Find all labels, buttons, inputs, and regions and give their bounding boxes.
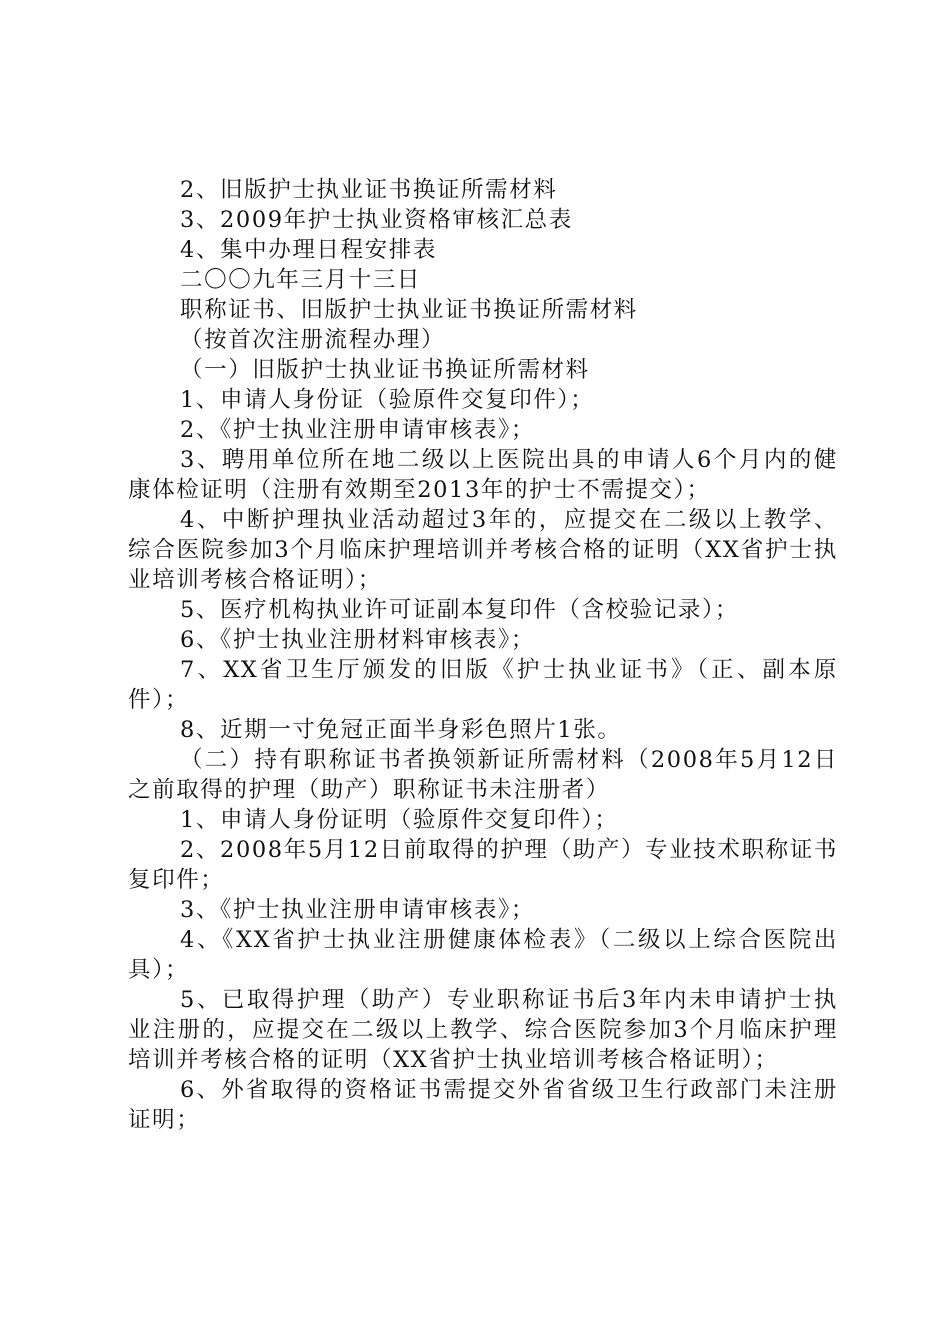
list-item: 5、医疗机构执业许可证副本复印件（含校验记录）； (180, 597, 739, 623)
document-body (128, 175, 838, 1135)
list-item: 2、《护士执业注册申请审核表》； (180, 417, 535, 443)
list-item: 6、外省取得的资格证书需提交外省省级卫生行政部门未注册证明； (128, 1077, 838, 1133)
list-item: 2、2008年5月12日前取得的护理（助产）专业技术职称证书复印件； (128, 837, 838, 893)
list-item: 4、《XX省护士执业注册健康体检表》（二级以上综合医院出具）； (128, 927, 838, 983)
list-item: 3、《护士执业注册申请审核表》； (180, 897, 535, 923)
attachment-item-4: 4、集中办理日程安排表 (180, 237, 437, 263)
list-item: 1、申请人身份证明（验原件交复印件）； (180, 807, 619, 833)
list-item: 5、已取得护理（助产）专业职称证书后3年内未申请护士执业注册的，应提交在二级以上教学、综合医院参加3个月临床护理培训并考核合格的证明（XX省护士执业培训考核合格证明）； (128, 987, 838, 1073)
subsection-heading-1: （一）旧版护士执业证书换证所需材料 (180, 357, 590, 383)
document-date: 二〇〇九年三月十三日 (180, 267, 422, 293)
list-item: 8、近期一寸免冠正面半身彩色照片1张。 (180, 717, 622, 743)
subsection-heading-2: （二）持有职称证书者换领新证所需材料（2008年5月12日之前取得的护理（助产）职称证书未注册者） (128, 747, 838, 803)
list-item: 4、中断护理执业活动超过3年的，应提交在二级以上教学、综合医院参加3个月临床护理培训并考核合格的证明（XX省护士执业培训考核合格证明）； (128, 507, 838, 593)
section-title: 职称证书、旧版护士执业证书换证所需材料 (180, 297, 638, 323)
list-item: 6、《护士执业注册材料审核表》； (180, 627, 535, 653)
section-subtitle: （按首次注册流程办理） (180, 327, 446, 353)
attachment-item-2: 2、旧版护士执业证书换证所需材料 (180, 177, 558, 203)
attachment-item-3: 3、2009年护士执业资格审核汇总表 (180, 207, 573, 233)
list-item: 7、XX省卫生厅颁发的旧版《护士执业证书》（正、副本原件）； (128, 657, 838, 713)
list-item: 3、聘用单位所在地二级以上医院出具的申请人6个月内的健康体检证明（注册有效期至2013年的护士不需提交）； (128, 447, 838, 503)
list-item: 1、申请人身份证（验原件交复印件）； (180, 387, 595, 413)
